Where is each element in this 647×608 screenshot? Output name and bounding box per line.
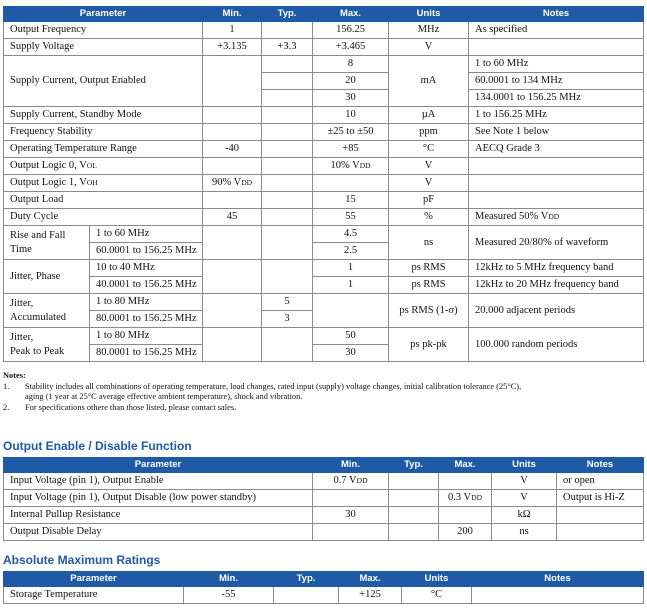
abs-header-row [4,572,644,587]
typ-cell: 3 [262,311,313,328]
param-cell: Supply Voltage [4,39,203,56]
max-cell: 20 [313,73,389,90]
note-cell: 20.000 adjacent periods [469,294,644,328]
min-cell: -40 [203,141,262,158]
unit-cell: V [389,39,469,56]
table-row [4,175,644,192]
note-cell: Output is Hi-Z [557,490,644,507]
note-cell: AECQ Grade 3 [469,141,644,158]
table-row [4,107,644,124]
header-notes: Notes [469,7,644,22]
typ-cell [262,141,313,158]
min-cell: +3.135 [203,39,262,56]
typ-cell [262,56,313,73]
typ-cell [274,587,339,604]
typ-cell [262,158,313,175]
condition-cell: 80.0001 to 156.25 MHz [90,311,203,328]
max-cell: 10% VDD [313,158,389,175]
max-cell: 200 [439,524,492,541]
unit-cell: ps RMS [389,260,469,277]
note-text: Stability includes all combinations of operating temperature, load changes, rated input (supply) voltage changes, initial calibration tolerance (25°C), [25,381,522,391]
header-min: Min. [184,572,274,587]
max-cell [439,507,492,524]
typ-cell [262,192,313,209]
typ-cell [262,328,313,362]
header-units: Units [492,458,557,473]
param-cell: Output Logic 0, VOL [4,158,203,175]
header-max: Max. [439,458,492,473]
min-cell [203,56,262,107]
min-cell [203,328,262,362]
typ-cell: +3.3 [262,39,313,56]
unit-cell: ns [389,226,469,260]
table-row [4,158,644,175]
notes-block [3,371,643,413]
param-cell: Output Disable Delay [4,524,313,541]
header-max: Max. [339,572,402,587]
typ-cell [389,490,439,507]
unit-cell: V [389,175,469,192]
param-cell: Internal Pullup Resistance [4,507,313,524]
param-cell: Operating Temperature Range [4,141,203,158]
unit-cell: % [389,209,469,226]
max-cell: +3.465 [313,39,389,56]
typ-cell [262,226,313,260]
min-cell [203,226,262,260]
condition-cell: 60.0001 to 156.25 MHz [90,243,203,260]
table-row [4,490,644,507]
section-title-output-enable: Output Enable / Disable Function [3,439,192,453]
typ-cell [262,124,313,141]
unit-cell: ps pk-pk [389,328,469,362]
note-cell: 1 to 156.25 MHz [469,107,644,124]
typ-cell [389,524,439,541]
param-cell: Storage Temperature [4,587,184,604]
typ-cell [262,175,313,192]
table-row [4,260,644,277]
condition-cell: 1 to 60 MHz [90,226,203,243]
header-units: Units [389,7,469,22]
note-cell [469,175,644,192]
param-cell: Input Voltage (pin 1), Output Enable [4,473,313,490]
min-cell [203,192,262,209]
min-cell [313,524,389,541]
note-cell: See Note 1 below [469,124,644,141]
note-item [3,403,643,414]
note-cell [469,39,644,56]
min-cell: 90% VDD [203,175,262,192]
table-row [4,209,644,226]
param-cell: Jitter, Peak to Peak [4,328,90,362]
max-cell [313,294,389,328]
table-row [4,328,644,345]
param-cell: Duty Cycle [4,209,203,226]
max-cell: 8 [313,56,389,73]
spec-header-row [4,7,644,22]
header-typ: Typ. [262,7,313,22]
max-cell: 55 [313,209,389,226]
max-cell: 30 [313,345,389,362]
table-row [4,294,644,311]
header-typ: Typ. [274,572,339,587]
table-row [4,587,644,604]
min-cell: 1 [203,22,262,39]
min-cell [313,490,389,507]
max-cell: 30 [313,90,389,107]
note-item-continued [3,392,643,403]
note-cell: 12kHz to 20 MHz frequency band [469,277,644,294]
unit-cell: kΩ [492,507,557,524]
max-cell: +125 [339,587,402,604]
notes-title: Notes: [3,371,26,380]
param-cell: Output Logic 1, VOH [4,175,203,192]
note-cell: As specified [469,22,644,39]
header-parameter: Parameter [4,7,203,22]
max-cell: 1 [313,277,389,294]
max-cell: 2.5 [313,243,389,260]
typ-cell [262,90,313,107]
output-enable-table [3,457,644,541]
table-row [4,22,644,39]
param-cell: Jitter, Phase [4,260,90,294]
note-cell: 12kHz to 5 MHz frequency band [469,260,644,277]
unit-cell: ps RMS [389,277,469,294]
max-cell: 50 [313,328,389,345]
min-cell [203,260,262,294]
note-cell [557,524,644,541]
unit-cell: µA [389,107,469,124]
note-cell [472,587,644,604]
condition-cell: 10 to 40 MHz [90,260,203,277]
note-number: 1. [3,381,10,391]
max-cell [439,473,492,490]
note-text: For specifications othere than those listed, please contact sales. [25,402,237,412]
spec-table [3,6,644,362]
absolute-max-table [3,571,644,604]
typ-cell: 5 [262,294,313,311]
typ-cell [389,507,439,524]
header-notes: Notes [472,572,644,587]
note-text: aging (1 year at 25°C average effective ambient temperature), shock and vibration. [25,392,303,402]
oe-header-row [4,458,644,473]
note-cell: or open [557,473,644,490]
max-cell: 10 [313,107,389,124]
unit-cell: ps RMS (1-σ) [389,294,469,328]
header-units: Units [402,572,472,587]
param-cell: Frequency Stability [4,124,203,141]
table-row [4,39,644,56]
table-row [4,192,644,209]
unit-cell: ppm [389,124,469,141]
param-cell: Jitter, Accumulated [4,294,90,328]
table-row [4,124,644,141]
condition-cell: 1 to 80 MHz [90,294,203,311]
typ-cell [262,22,313,39]
min-cell: -55 [184,587,274,604]
param-cell: Supply Current, Output Enabled [4,56,203,107]
note-cell: 1 to 60 MHz [469,56,644,73]
table-row [4,141,644,158]
note-cell: 100.000 random periods [469,328,644,362]
param-cell: Output Load [4,192,203,209]
param-cell: Output Frequency [4,22,203,39]
table-row [4,56,644,73]
note-cell [557,507,644,524]
typ-cell [262,73,313,90]
table-row [4,473,644,490]
section-title-absolute-max: Absolute Maximum Ratings [3,553,161,567]
header-parameter: Parameter [4,572,184,587]
min-cell: 30 [313,507,389,524]
unit-cell: MHz [389,22,469,39]
header-min: Min. [313,458,389,473]
table-row [4,507,644,524]
note-number: 2. [3,402,10,412]
note-cell [469,192,644,209]
note-cell [469,158,644,175]
max-cell [313,175,389,192]
header-parameter: Parameter [4,458,313,473]
note-item [3,382,643,393]
typ-cell [262,107,313,124]
header-min: Min. [203,7,262,22]
min-cell: 0.7 VDD [313,473,389,490]
note-cell: Measured 20/80% of waveform [469,226,644,260]
min-cell: 45 [203,209,262,226]
unit-cell: mA [389,56,469,107]
condition-cell: 80.0001 to 156.25 MHz [90,345,203,362]
header-typ: Typ. [389,458,439,473]
condition-cell: 1 to 80 MHz [90,328,203,345]
note-cell: 60.0001 to 134 MHz [469,73,644,90]
param-cell: Rise and Fall Time [4,226,90,260]
max-cell: 15 [313,192,389,209]
unit-cell: °C [402,587,472,604]
typ-cell [389,473,439,490]
max-cell: 1 [313,260,389,277]
max-cell: ±25 to ±50 [313,124,389,141]
max-cell: 156.25 [313,22,389,39]
param-cell: Supply Current, Standby Mode [4,107,203,124]
unit-cell: °C [389,141,469,158]
note-cell: Measured 50% VDD [469,209,644,226]
unit-cell: V [492,490,557,507]
table-row [4,277,644,294]
header-notes: Notes [557,458,644,473]
typ-cell [262,260,313,294]
unit-cell: V [492,473,557,490]
max-cell: +85 [313,141,389,158]
unit-cell: ns [492,524,557,541]
header-max: Max. [313,7,389,22]
unit-cell: V [389,158,469,175]
typ-cell [262,209,313,226]
min-cell [203,107,262,124]
note-cell: 134.0001 to 156.25 MHz [469,90,644,107]
param-cell: Input Voltage (pin 1), Output Disable (low power standby) [4,490,313,507]
max-cell: 0.3 VDD [439,490,492,507]
min-cell [203,294,262,328]
condition-cell: 40.0001 to 156.25 MHz [90,277,203,294]
table-row [4,226,644,243]
min-cell [203,158,262,175]
unit-cell: pF [389,192,469,209]
table-row [4,524,644,541]
min-cell [203,124,262,141]
max-cell: 4.5 [313,226,389,243]
